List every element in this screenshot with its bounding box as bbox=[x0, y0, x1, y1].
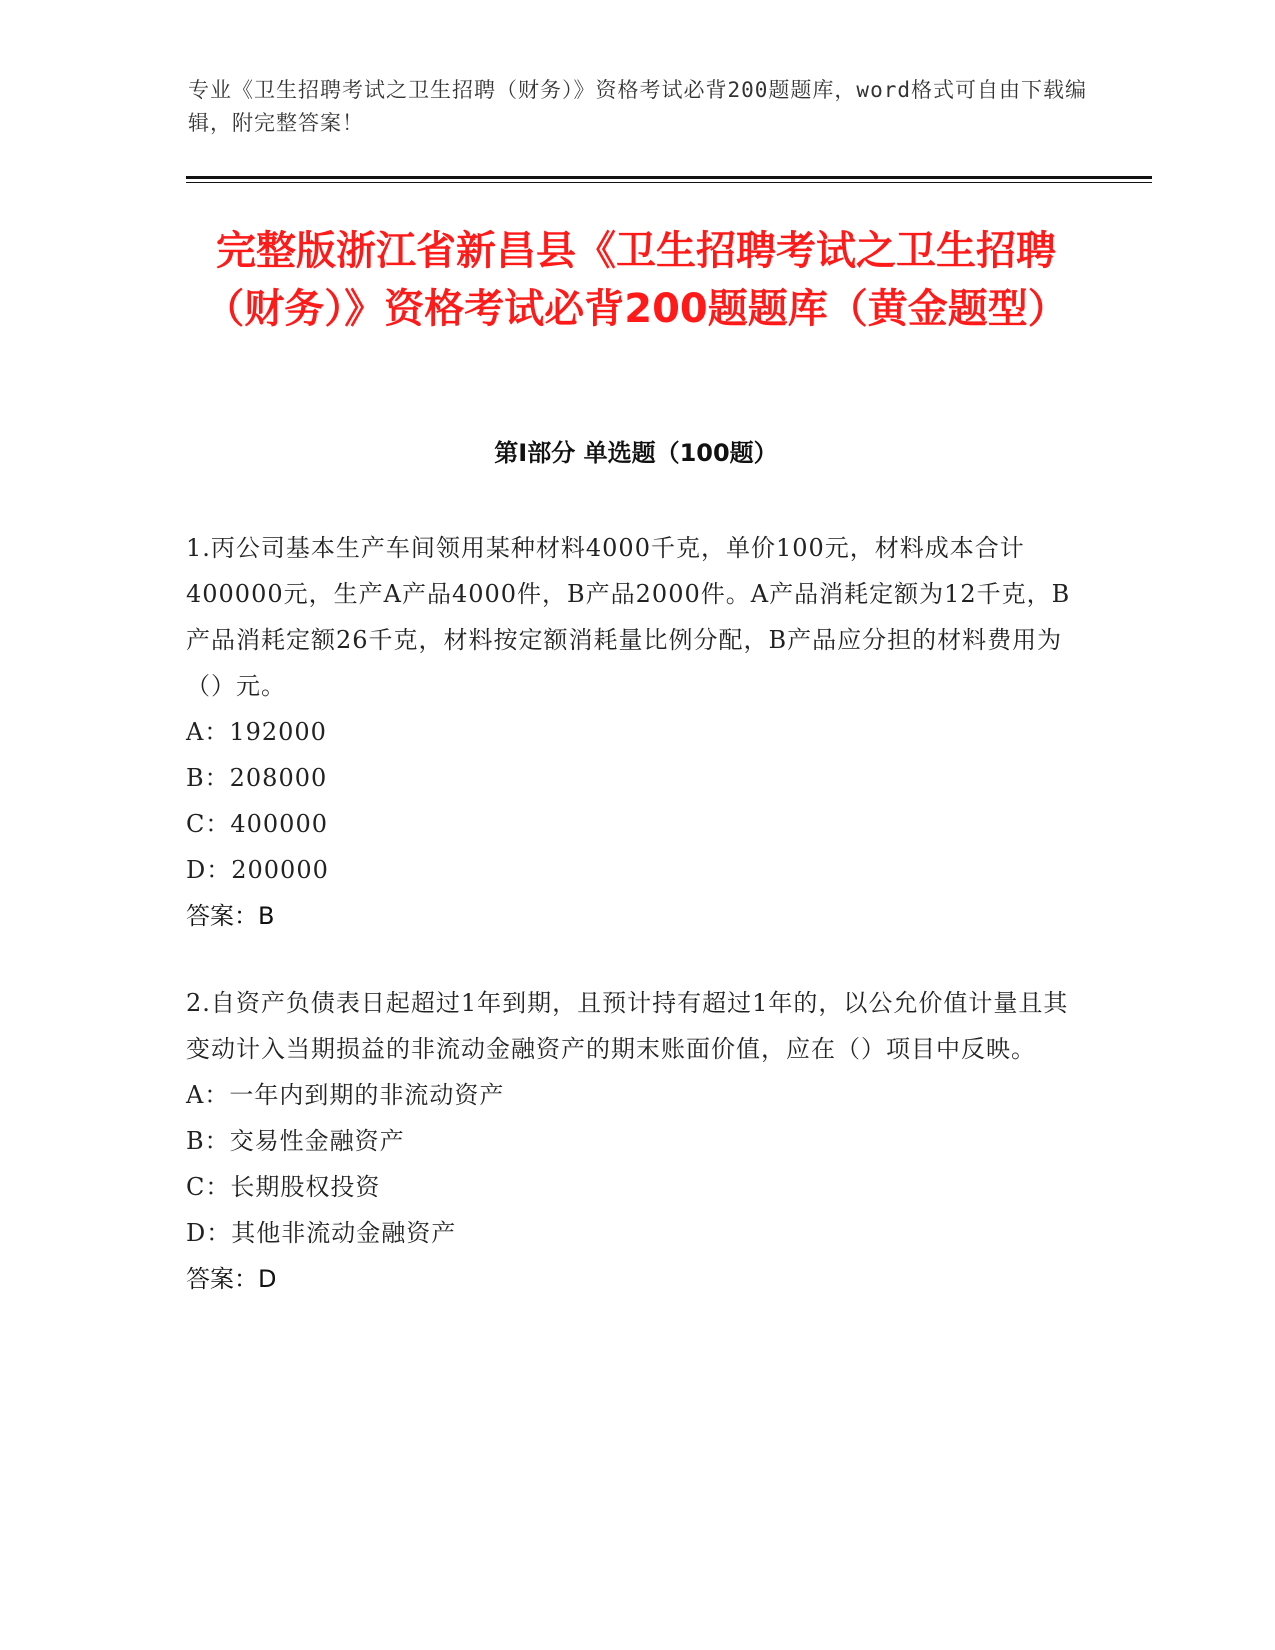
header-note: 专业《卫生招聘考试之卫生招聘（财务）》资格考试必背200题题库，word格式可自由下载编辑，附完整答案！ bbox=[188, 78, 1087, 135]
question-1 bbox=[186, 525, 1086, 939]
option-a: A：一年内到期的非流动资产 bbox=[186, 1081, 505, 1109]
option-b: B：208000 bbox=[186, 764, 328, 792]
section-title: 第I部分 单选题（100题） bbox=[494, 439, 778, 467]
option-d: D：200000 bbox=[186, 856, 329, 884]
answer: 答案：D bbox=[186, 1265, 277, 1293]
document-title: 完整版浙江省新昌县《卫生招聘考试之卫生招聘（财务）》资格考试必背200题题库（黄金题型） bbox=[204, 228, 1068, 332]
answer: 答案：B bbox=[186, 902, 275, 930]
option-c: C：长期股权投资 bbox=[186, 1173, 381, 1201]
option-d: D：其他非流动金融资产 bbox=[186, 1219, 457, 1247]
option-b: B：交易性金融资产 bbox=[186, 1127, 405, 1155]
option-c: C：400000 bbox=[186, 810, 328, 838]
question-stem: 1.丙公司基本生产车间领用某种材料4000千克，单价100元，材料成本合计400000元，生产A产品4000件，B产品2000件。A产品消耗定额为12千克，B产品消耗定额26千克，材料按定额消耗量比例分配，B产品应分担的材料费用为（）元。 bbox=[186, 534, 1071, 700]
header-rule-thin bbox=[186, 182, 1152, 183]
question-2 bbox=[186, 980, 1086, 1302]
header-rule-thick bbox=[186, 176, 1152, 179]
option-a: A：192000 bbox=[186, 718, 327, 746]
question-stem: 2.自资产负债表日起超过1年到期，且预计持有超过1年的，以公允价值计量且其变动计入当期损益的非流动金融资产的期末账面价值，应在（）项目中反映。 bbox=[186, 989, 1069, 1063]
